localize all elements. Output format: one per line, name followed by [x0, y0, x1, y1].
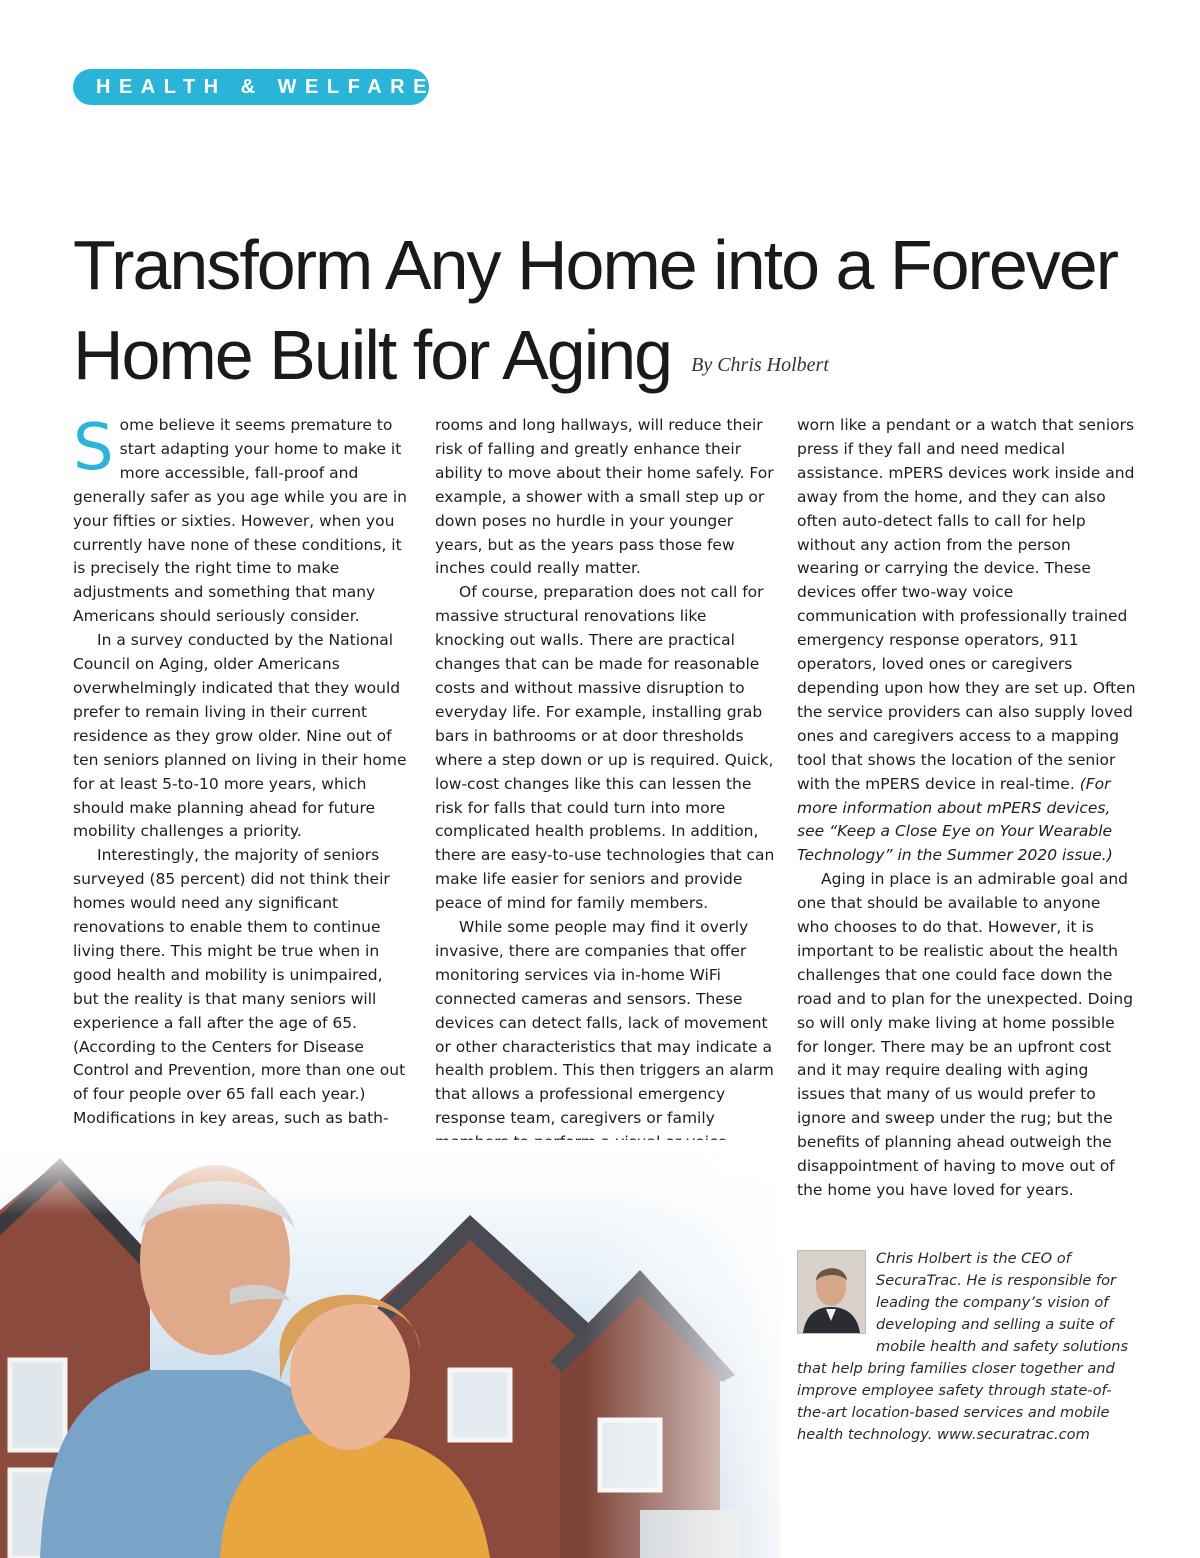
author-bio-text: Chris Holbert is the CEO of SecuraTrac. He is responsible for leading the company’s vision of developing and selling a suite of mobile health and safety solutions that help bring families closer together and improve employee safety through state-of-the-art location-based services and mobile health technology. www.securatrac.com: [797, 1250, 1129, 1443]
column-1: [73, 411, 413, 1131]
drop-cap: S: [73, 411, 114, 485]
paragraph: Interestingly, the majority of seniors surveyed (85 percent) did not think their homes would need any significant renovations to enable them to continue living there. This might be true when in good health and mobility is unimpaired, but the reality is that many seniors will experience a fall after the age of 65. (According to the Centers for Disease Control and Prevention, more than one out of four people over 65 fall each year.) Modifications in key areas, such as bath-: [73, 846, 406, 1128]
section-tab: [73, 69, 435, 105]
paragraph: Aging in place is an admirable goal and one that should be available to anyone who chooses to do that. However, it is important to be realistic about the health challenges that one could face down the road and to plan for the unexpected. Doing so will only make living at home possible for longer. There may be an upfront cost and it may require dealing with aging issues that many of us would prefer to ignore and sweep under the rug; but the benefits of planning ahead outweigh the disappointment of having to move out of the home you have loved for years.: [797, 870, 1134, 1199]
paragraph-italic-note: (For more information about mPERS devices, see “Keep a Close Eye on Your Wearable Technology” in the Summer 2020 issue.): [797, 774, 1113, 865]
title-line-1: Transform Any Home into a Forever: [73, 226, 1118, 304]
column-3: [797, 414, 1137, 1203]
paragraph: In a survey conducted by the National Council on Aging, older Americans overwhelmingly indicated that they would prefer to remain living in their current residence as they grow older. Nine out of ten seniors planned on living in their home for at least 5-to-10 more years, which should make planning ahead for future mobility challenges a priority.: [73, 631, 407, 841]
paragraph-text: worn like a pendant or a watch that seniors press if they fall and need medical assistance. mPERS devices work inside and away from the home, and they can also often auto-detect falls to call for help without any action from the person wearing or carrying the device. These devices offer two-way voice communication with professionally trained emergency response operators, 911 operators, loved ones or caregivers depending upon how they are set up. Often the service providers can also supply loved ones and caregivers access to a mapping tool that shows the location of the senior with the mPERS device in real-time.: [797, 416, 1136, 793]
couple-house-photo: [0, 1140, 780, 1558]
paragraph-text: ome believe it seems premature to start adapting your home to make it more accessible, fall-proof and generally safer as you age while you are in your fifties or sixties. However, when you currently have none of these conditions, it is precisely the right time to make adjustments and something that many Americans should seriously consider.: [73, 416, 407, 626]
photo-illustration: [0, 1140, 780, 1558]
author-bio: [797, 1248, 1132, 1446]
section-label: HEALTH & WELFARE: [96, 75, 435, 98]
paragraph: [797, 414, 1137, 868]
paragraph: [73, 411, 413, 629]
author-headshot: [797, 1250, 866, 1334]
title-line-2: Home Built for Aging: [73, 316, 672, 394]
paragraph: While some people may find it overly invasive, there are companies that offer monitoring services via in-home WiFi connected cameras and sensors. These devices can detect falls, lack of movement or other characteristics that may indicate a health problem. This then triggers an alarm that allows a professional emergency response team, caregivers or family: [435, 918, 774, 1128]
paragraph: Of course, preparation does not call for massive structural renovations like knocking out walls. There are practical changes that can be made for reasonable costs and without massive disruption to everyday life. For example, installing grab bars in bathrooms or at door thresholds where a step down or up is required. Quick, low-cost changes like this can lessen the risk for falls that could turn into more complicated health problems. In addition, there are easy-to-use technologies that can make life easier for seniors and provide peace of mind for family members.: [435, 583, 775, 913]
byline: By Chris Holbert: [691, 354, 829, 376]
paragraph: rooms and long hallways, will reduce their risk of falling and greatly enhance their ability to move about their home safely. For example, a shower with a small step up or down poses no hurdle in your younger years, but as the years pass those few inches could really matter.: [435, 416, 774, 578]
author-headshot-illustration: [798, 1251, 865, 1333]
article-title: [73, 220, 1153, 410]
